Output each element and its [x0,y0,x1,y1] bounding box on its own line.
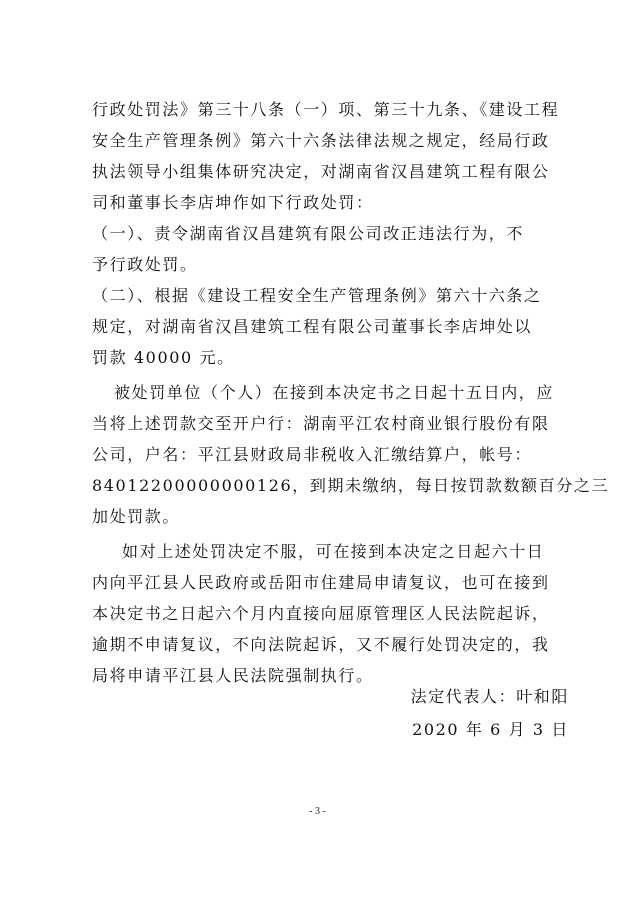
body-line: 逾期不申请复议，不向法院起诉，又不履行处罚决定的，我 [92,635,550,654]
body-line: 规定，对湖南省汉昌建筑工程有限公司董事长李店坤处以 [92,317,533,336]
body-line: 局将申请平江县人民法院强制执行。 [92,666,374,685]
body-line: 被处罚单位（个人）在接到本决定书之日起十五日内，应 [114,383,555,402]
body-line: 加处罚款。 [92,507,181,526]
body-line: 如对上述处罚决定不服，可在接到本决定之日起六十日 [122,542,545,561]
body-line: 罚款 40000 元。 [92,348,235,367]
body-line: 行政处罚法》第三十八条（一）项、第三十九条、《建设工程 [92,100,560,119]
body-line: 司和董事长李店坤作如下行政处罚： [92,193,374,212]
body-line: （二）、根据《建设工程安全生产管理条例》第六十六条之 [92,286,542,305]
body-line: 内向平江县人民政府或岳阳市住建局申请复议，也可在接到 [92,573,550,592]
document-date: 2020 年 6 月 3 日 [412,720,569,739]
body-line: 安全生产管理条例》第六十六条法律法规之规定，经局行政 [92,131,550,150]
body-line: 执法领导小组集体研究决定，对湖南省汉昌建筑工程有限公 [92,162,550,181]
legal-representative: 法定代表人：叶和阳 [410,687,569,706]
document-body [92,94,610,691]
body-line: 本决定书之日起六个月内直接向屈原管理区人民法院起诉， [92,604,550,623]
body-line: 当将上述罚款交至开户行：湖南平江农村商业银行股份有限 [92,414,550,433]
body-line: 公司，户名：平江县财政局非税收入汇缴结算户，帐号： [92,445,533,464]
body-line: （一）、责令湖南省汉昌建筑有限公司改正违法行为，不 [92,224,525,243]
signature-block [411,680,569,746]
page-number: - 3 - [309,806,326,817]
body-line: 予行政处罚。 [92,255,198,274]
body-line: 84012200000000126，到期未缴纳，每日按罚款数额百分之三 [92,476,610,495]
